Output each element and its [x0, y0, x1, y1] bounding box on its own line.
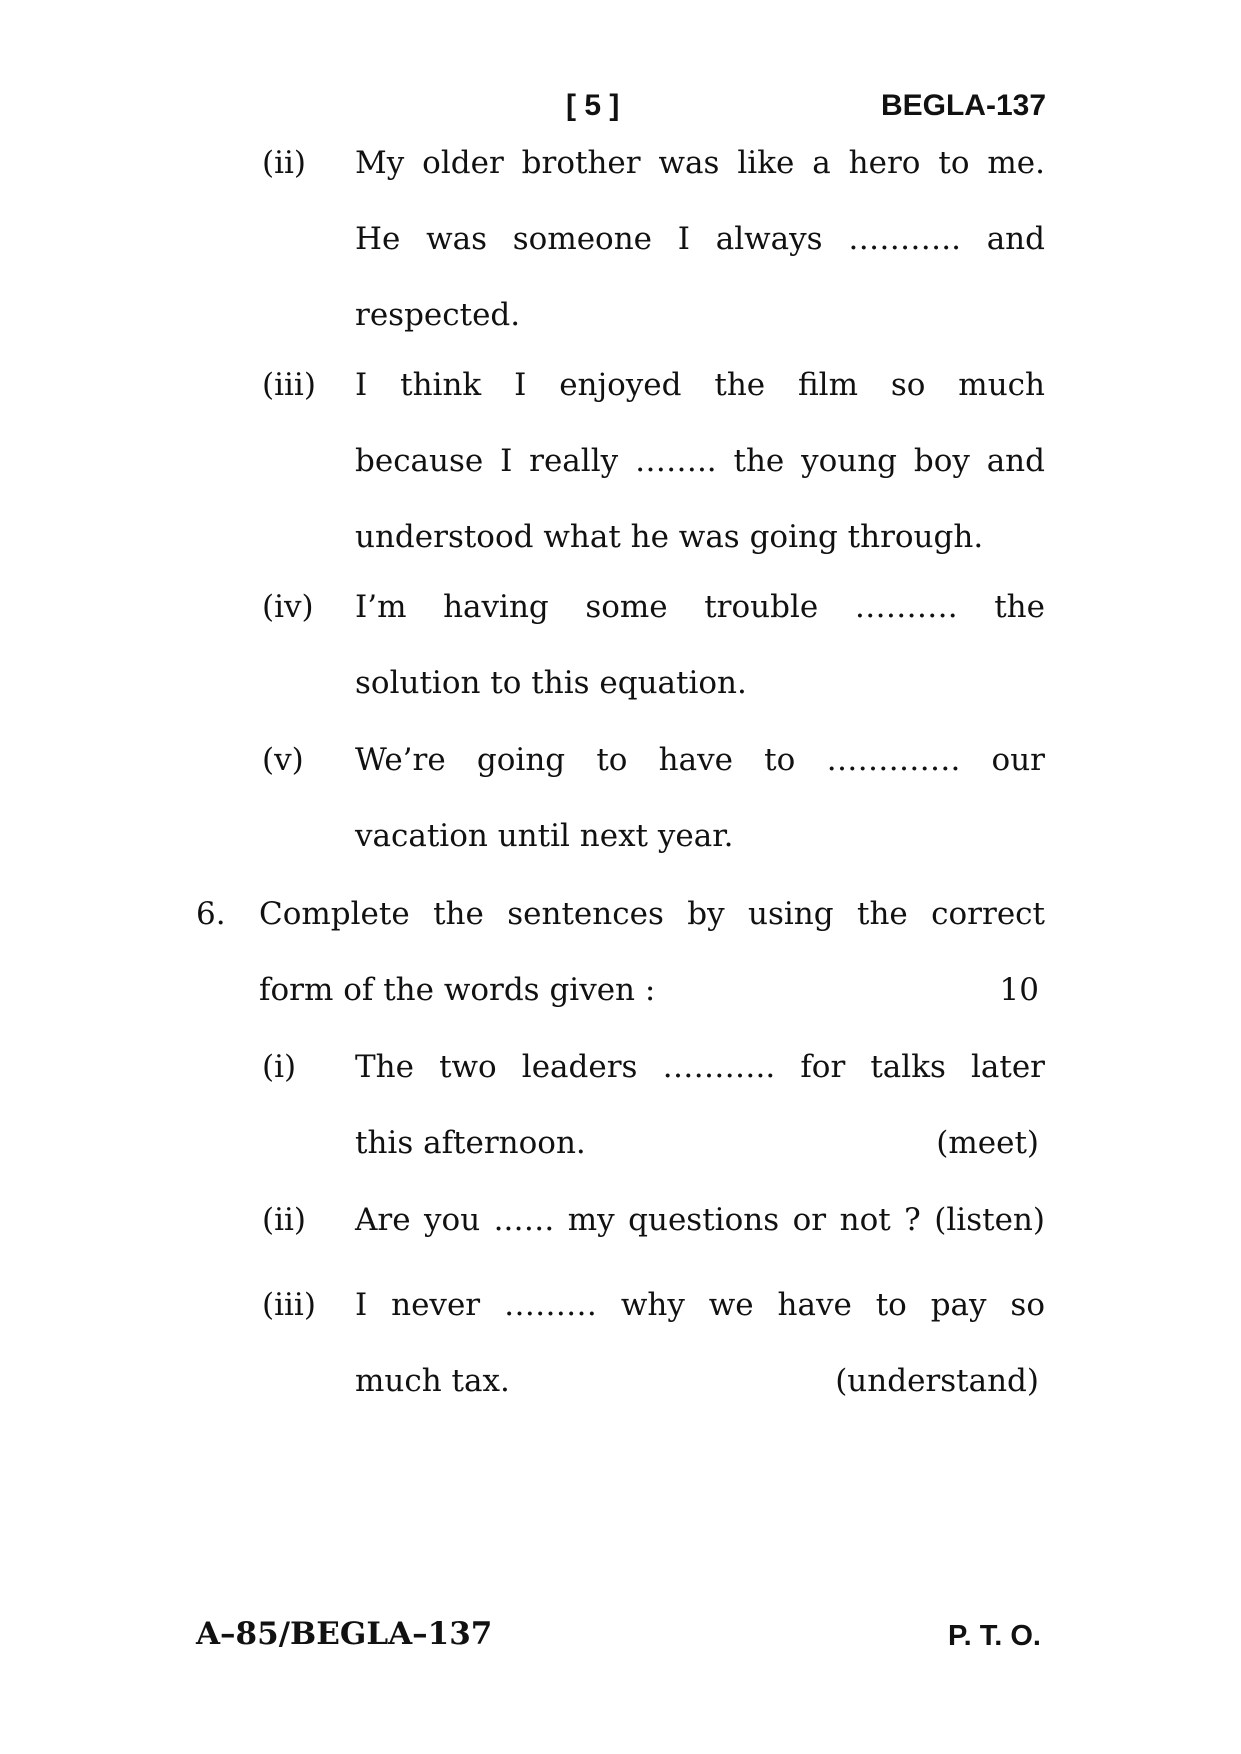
item-text	[355, 347, 1045, 575]
item-text	[355, 1182, 1045, 1258]
item-text	[355, 1267, 1045, 1419]
item-label: (i)	[262, 1049, 297, 1085]
marks: 10	[999, 972, 1039, 1008]
question-text	[259, 876, 1045, 1028]
text-line: Are you ..…. my questions or not ? (listen)	[355, 1202, 1045, 1238]
question-prompt: form of the words given :	[259, 972, 656, 1008]
text-line: understood what he was going through.	[355, 519, 984, 555]
item-text	[355, 125, 1045, 353]
footer-pto: P. T. O.	[948, 1620, 1041, 1652]
paper-code: BEGLA-137	[880, 89, 1046, 122]
question-number: 6.	[196, 896, 226, 932]
page-number: [ 5 ]	[566, 89, 620, 122]
text-line: I never ……… why we have to pay so	[355, 1287, 1045, 1323]
footer-paper-code: A–85/BEGLA–137	[196, 1616, 493, 1652]
item-text	[355, 1029, 1045, 1181]
word-hint: (understand)	[835, 1363, 1039, 1399]
text-line	[355, 1343, 1045, 1419]
item-label: (v)	[262, 742, 304, 778]
text-line: solution to this equation.	[355, 665, 747, 701]
item-label: (iii)	[262, 1287, 316, 1323]
text-line: We’re going to have to …………. our	[355, 742, 1045, 778]
text-line: I’m having some trouble ………. the	[355, 589, 1045, 625]
text-line: respected.	[355, 297, 521, 333]
item-sentence-end: this afternoon.	[355, 1125, 586, 1161]
text-line	[259, 952, 1045, 1028]
item-sentence-end: much tax.	[355, 1363, 510, 1399]
text-line: My older brother was like a hero to me.	[355, 145, 1045, 181]
text-line: I think I enjoyed the film so much	[355, 367, 1045, 403]
text-line: vacation until next year.	[355, 818, 734, 854]
item-label: (ii)	[262, 1202, 307, 1238]
item-label: (iv)	[262, 589, 314, 625]
item-text	[355, 569, 1045, 721]
item-label: (ii)	[262, 145, 307, 181]
item-label: (iii)	[262, 367, 316, 403]
item-text	[355, 722, 1045, 874]
text-line	[355, 1105, 1045, 1181]
word-hint: (meet)	[936, 1125, 1039, 1161]
text-line: The two leaders ……….. for talks later	[355, 1049, 1045, 1085]
text-line: because I really …….. the young boy and	[355, 443, 1045, 479]
text-line: Complete the sentences by using the correct	[259, 896, 1045, 932]
text-line: He was someone I always ……….. and	[355, 221, 1045, 257]
